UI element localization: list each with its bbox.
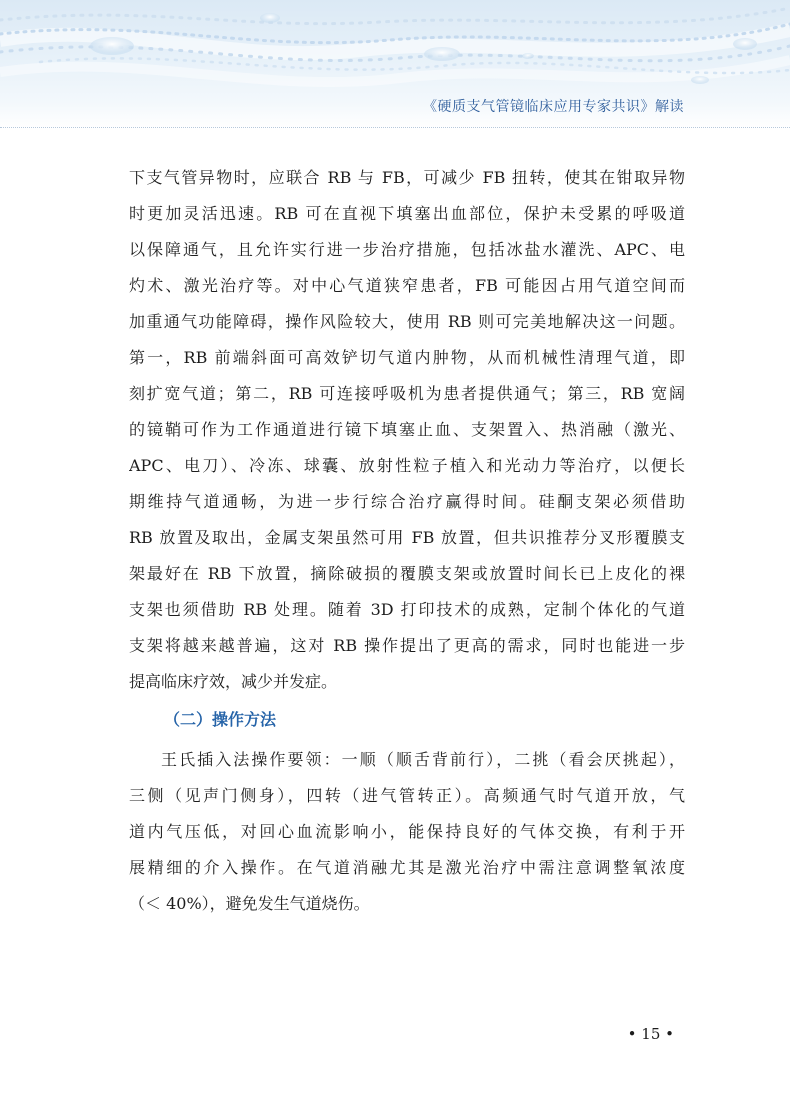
text-line: 三侧（见声门侧身），四转（进气管转正）。高频通气时气道开放，气 bbox=[129, 786, 685, 805]
text-line: 第一，RB 前端斜面可高效铲切气道内肿物，从而机械性清理气道，即 bbox=[129, 348, 685, 367]
text-line: 时更加灵活迅速。RB 可在直视下填塞出血部位，保护未受累的呼吸道 bbox=[129, 204, 685, 223]
text-line: 的镜鞘可作为工作通道进行镜下填塞止血、支架置入、热消融（激光、 bbox=[129, 420, 685, 439]
page-number: • 15 • bbox=[627, 1025, 674, 1043]
text-line: RB 放置及取出，金属支架虽然可用 FB 放置，但共识推荐分叉形覆膜支 bbox=[129, 528, 685, 547]
section-heading: （二）操作方法 bbox=[164, 710, 277, 729]
text-line: 王氏插入法操作要领：一顺（顺舌背前行），二挑（看会厌挑起）， bbox=[161, 750, 685, 769]
text-line: 以保障通气，且允许实行进一步治疗措施，包括冰盐水灌洗、APC、电 bbox=[129, 240, 685, 259]
header-divider bbox=[0, 127, 790, 128]
text-line: 支架将越来越普遍，这对 RB 操作提出了更高的需求，同时也能进一步 bbox=[129, 636, 685, 655]
text-line: 提高临床疗效，减少并发症。 bbox=[129, 672, 338, 691]
text-line: APC、电刀）、冷冻、球囊、放射性粒子植入和光动力等治疗，以便长 bbox=[129, 456, 685, 475]
paragraph-rigid-bronchoscopy-advantages bbox=[129, 160, 685, 700]
text-line: 架最好在 RB 下放置，摘除破损的覆膜支架或放置时间长已上皮化的裸 bbox=[129, 564, 685, 583]
text-line: 灼术、激光治疗等。对中心气道狭窄患者，FB 可能因占用气道空间而 bbox=[129, 276, 685, 295]
text-line: 下支气管异物时，应联合 RB 与 FB，可减少 FB 扭转，使其在钳取异物 bbox=[129, 168, 685, 187]
paragraph-operation-method bbox=[129, 742, 685, 922]
text-line: 支架也须借助 RB 处理。随着 3D 打印技术的成熟，定制个体化的气道 bbox=[129, 600, 685, 619]
text-line: 期维持气道通畅，为进一步行综合治疗赢得时间。硅酮支架必须借助 bbox=[129, 492, 685, 511]
text-line: 展精细的介入操作。在气道消融尤其是激光治疗中需注意调整氧浓度 bbox=[129, 858, 685, 877]
text-line: 加重通气功能障碍，操作风险较大，使用 RB 则可完美地解决这一问题。 bbox=[129, 312, 685, 331]
header-decoration bbox=[0, 0, 790, 128]
running-header-title: 《硬质支气管镜临床应用专家共识》解读 bbox=[423, 99, 684, 115]
text-line: 道内气压低，对回心血流影响小，能保持良好的气体交换，有利于开 bbox=[129, 822, 685, 841]
text-line: 刻扩宽气道；第二，RB 可连接呼吸机为患者提供通气；第三，RB 宽阔 bbox=[129, 384, 685, 403]
text-line: （＜ 40%），避免发生气道烧伤。 bbox=[129, 894, 370, 913]
